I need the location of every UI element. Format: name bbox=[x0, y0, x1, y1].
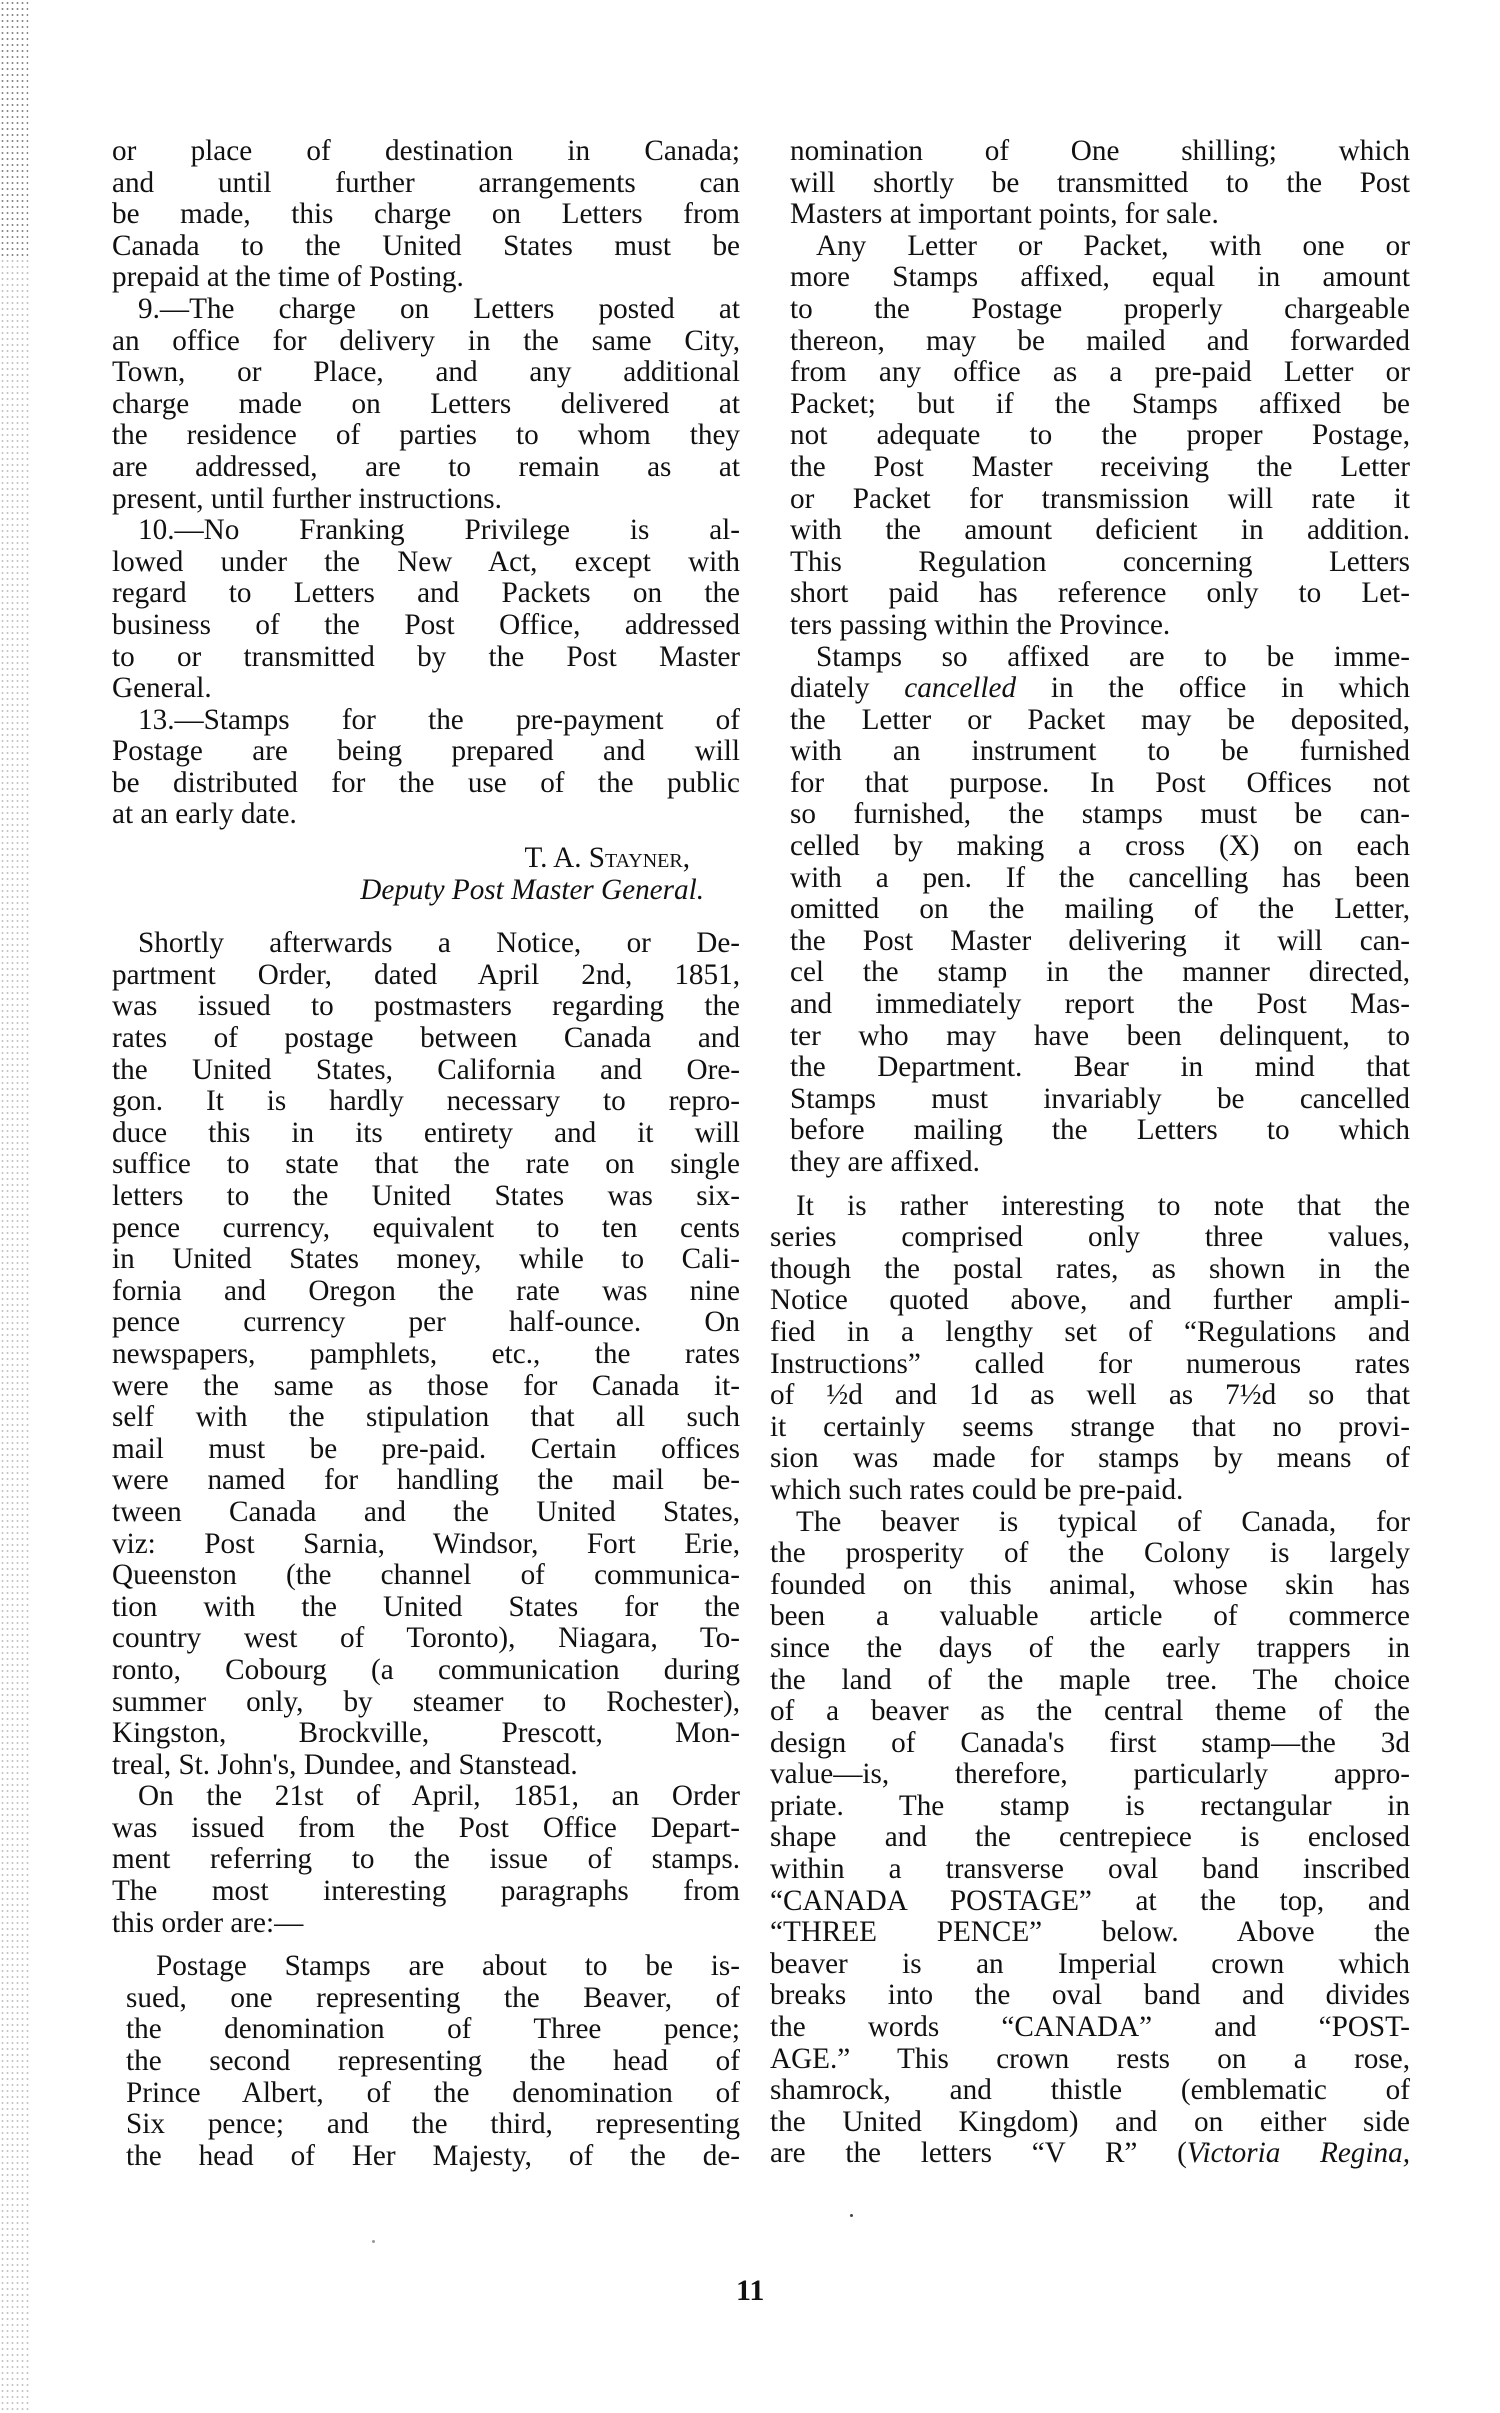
text-line: with a pen. If the cancelling has been bbox=[790, 861, 1410, 894]
text-line: priate. The stamp is rectangular in bbox=[770, 1789, 1410, 1822]
text-line: from any office as a pre-paid Letter or bbox=[790, 356, 1410, 389]
text-line: It is rather interesting to note that the bbox=[796, 1189, 1410, 1222]
text-line: treal, St. John's, Dundee, and Stanstead. bbox=[112, 1748, 578, 1781]
text-line: Stamps must invariably be cancelled bbox=[790, 1082, 1410, 1115]
text-line: was issued to postmasters regarding the bbox=[112, 990, 740, 1023]
paragraph-shortly-afterwards bbox=[112, 928, 740, 1781]
text-line: the Letter or Packet may be deposited, bbox=[790, 703, 1410, 736]
text-line: or Packet for transmission will rate it bbox=[790, 482, 1410, 515]
paragraph-10 bbox=[112, 515, 740, 705]
text-line: Postage are being prepared and will bbox=[112, 735, 740, 768]
paragraph-beaver bbox=[770, 1507, 1410, 2170]
text-line: suffice to state that the rate on single bbox=[112, 1148, 740, 1181]
text-line: thereon, may be mailed and forwarded bbox=[790, 324, 1410, 357]
text-line: to the Postage properly chargeable bbox=[790, 292, 1410, 325]
text-line: regard to Letters and Packets on the bbox=[112, 577, 740, 610]
text-line: Postage Stamps are about to be is- bbox=[156, 1950, 740, 1983]
text-line: letters to the United States was six- bbox=[112, 1180, 740, 1212]
text-line: “CANADA POSTAGE” at the top, and bbox=[770, 1884, 1410, 1917]
text-line: will shortly be transmitted to the Post bbox=[790, 166, 1410, 199]
text-line: Prince Albert, of the denomination of bbox=[126, 2076, 740, 2109]
text-line bbox=[770, 2138, 1410, 2170]
text-line: it certainly seems strange that no provi- bbox=[770, 1410, 1410, 1443]
text-line: shamrock, and thistle (emblematic of bbox=[770, 2074, 1410, 2107]
text-line: newspapers, pamphlets, etc., the rates bbox=[112, 1337, 740, 1370]
text-line: more Stamps affixed, equal in amount bbox=[790, 261, 1410, 294]
text-line: the Post Master delivering it will can- bbox=[790, 924, 1410, 957]
text-line: been a valuable article of commerce bbox=[770, 1600, 1410, 1633]
signature-name bbox=[112, 843, 740, 875]
text-line: This Regulation concerning Letters bbox=[790, 545, 1410, 578]
text-line: AGE.” This crown rests on a rose, bbox=[770, 2042, 1410, 2075]
text-line: they are affixed. bbox=[790, 1146, 980, 1178]
quote-any-letter bbox=[790, 231, 1410, 642]
text-line: tween Canada and the United States, bbox=[112, 1495, 740, 1528]
text-line: 10.—No Franking Privilege is al- bbox=[138, 514, 740, 547]
text-line: breaks into the oval band and divides bbox=[770, 1979, 1410, 2012]
text-line: and until further arrangements can bbox=[112, 166, 740, 199]
emphasis-victoria-regina: Victoria Regina, bbox=[1186, 2137, 1410, 2170]
text-line: the land of the maple tree. The choice bbox=[770, 1663, 1410, 1696]
text-line: series comprised only three values, bbox=[770, 1221, 1410, 1254]
text-line: with the amount deficient in addition. bbox=[790, 514, 1410, 547]
text-line: the Post Master receiving the Letter bbox=[790, 450, 1410, 483]
spacer bbox=[790, 1179, 1410, 1191]
quote-one-shilling bbox=[790, 136, 1410, 231]
text-line: was issued from the Post Office Depart- bbox=[112, 1811, 740, 1844]
text-line: fied in a lengthy set of “Regulations and bbox=[770, 1315, 1410, 1348]
text-line: though the postal rates, as shown in the bbox=[770, 1252, 1410, 1285]
text-line: the United States, California and Ore- bbox=[112, 1053, 740, 1086]
text-line: viz: Post Sarnia, Windsor, Fort Erie, bbox=[112, 1527, 740, 1560]
paragraph-order-april-21 bbox=[112, 1781, 740, 1939]
text-line: Masters at important points, for sale. bbox=[790, 198, 1219, 231]
text-line: sion was made for stamps by means of bbox=[770, 1442, 1410, 1475]
text-line: value—is, therefore, particularly appro- bbox=[770, 1758, 1410, 1791]
text-line: Instructions” called for numerous rates bbox=[770, 1347, 1410, 1380]
text-line: lowed under the New Act, except with bbox=[112, 545, 740, 578]
text-line: Canada to the United States must be bbox=[112, 229, 740, 262]
text-line: Packet; but if the Stamps affixed be bbox=[790, 387, 1410, 420]
text-line: Six pence; and the third, representing bbox=[126, 2108, 740, 2141]
text-line: with an instrument to be furnished bbox=[790, 735, 1410, 768]
text-line: The beaver is typical of Canada, for bbox=[796, 1505, 1410, 1538]
text-line: the residence of parties to whom they bbox=[112, 419, 740, 452]
text-line: celled by making a cross (X) on each bbox=[790, 830, 1410, 863]
text-fragment: are the letters “V R” ( bbox=[770, 2137, 1187, 2170]
text-line: founded on this animal, whose skin has bbox=[770, 1568, 1410, 1601]
text-line: Kingston, Brockville, Prescott, Mon- bbox=[112, 1717, 740, 1750]
text-line: business of the Post Office, addressed bbox=[112, 608, 740, 641]
text-line: ter who may have been delinquent, to bbox=[790, 1019, 1410, 1052]
text-line: the words “CANADA” and “POST- bbox=[770, 2011, 1410, 2044]
text-line: ment referring to the issue of stamps. bbox=[112, 1843, 740, 1876]
text-line: 13.—Stamps for the pre-payment of bbox=[138, 703, 740, 736]
text-line: pence currency, equivalent to ten cents bbox=[112, 1211, 740, 1244]
text-line: not adequate to the proper Postage, bbox=[790, 419, 1410, 452]
text-line: the denomination of Three pence; bbox=[126, 2013, 740, 2046]
text-line: to or transmitted by the Post Master bbox=[112, 640, 740, 673]
text-line: “THREE PENCE” below. Above the bbox=[770, 1916, 1410, 1949]
text-line: General. bbox=[112, 672, 212, 705]
text-line: before mailing the Letters to which bbox=[790, 1114, 1410, 1147]
text-line: of ½d and 1d as well as 7½d so that bbox=[770, 1379, 1410, 1412]
text-line: are addressed, are to remain as at bbox=[112, 450, 740, 483]
paragraph-destination bbox=[112, 136, 740, 294]
text-line: an office for delivery in the same City, bbox=[112, 324, 740, 357]
paragraph-13 bbox=[112, 705, 740, 831]
text-line: so furnished, the stamps must be can- bbox=[790, 798, 1410, 831]
quote-stamps-cancelled bbox=[790, 642, 1410, 1179]
text-line: of a beaver as the central theme of the bbox=[770, 1695, 1410, 1728]
text-line: summer only, by steamer to Rochester), bbox=[112, 1685, 740, 1718]
text-line: Any Letter or Packet, with one or bbox=[816, 229, 1410, 262]
text-line: the head of Her Majesty, of the de- bbox=[126, 2139, 740, 2172]
spacer bbox=[112, 906, 740, 928]
text-line: for that purpose. In Post Offices not bbox=[790, 766, 1410, 799]
text-line: nomination of One shilling; which bbox=[790, 135, 1410, 167]
text-line bbox=[790, 673, 1410, 705]
text-line: partment Order, dated April 2nd, 1851, bbox=[112, 958, 740, 991]
text-line: sued, one representing the Beaver, of bbox=[126, 1981, 740, 2014]
text-line: Stamps so affixed are to be imme- bbox=[816, 640, 1410, 673]
emphasis-cancelled: cancelled bbox=[904, 672, 1017, 705]
text-line: within a transverse oval band inscribed bbox=[770, 1853, 1410, 1886]
text-line: the prosperity of the Colony is largely bbox=[770, 1537, 1410, 1570]
text-line: the Department. Bear in mind that bbox=[790, 1051, 1410, 1084]
text-line: short paid has reference only to Let- bbox=[790, 577, 1410, 610]
text-line: ronto, Cobourg (a communication during bbox=[112, 1653, 740, 1686]
text-line: ters passing within the Province. bbox=[790, 608, 1171, 641]
text-line: or place of destination in Canada; bbox=[112, 135, 740, 167]
text-line: cel the stamp in the manner directed, bbox=[790, 956, 1410, 989]
text-line: beaver is an Imperial crown which bbox=[770, 1947, 1410, 1980]
paragraph-9 bbox=[112, 294, 740, 515]
text-line: present, until further instructions. bbox=[112, 482, 502, 515]
text-line: rates of postage between Canada and bbox=[112, 1022, 740, 1055]
quote-postage-stamps bbox=[112, 1951, 740, 2172]
text-line: gon. It is hardly necessary to repro- bbox=[112, 1085, 740, 1118]
text-line: be distributed for the use of the public bbox=[112, 766, 740, 799]
text-line: The most interesting paragraphs from bbox=[112, 1875, 740, 1908]
text-line: the United Kingdom) and on either side bbox=[770, 2105, 1410, 2138]
scan-edge-artifact-top bbox=[0, 0, 28, 260]
text-line: On the 21st of April, 1851, an Order bbox=[138, 1780, 740, 1813]
text-line: were the same as those for Canada it- bbox=[112, 1369, 740, 1402]
text-line: in United States money, while to Cali- bbox=[112, 1243, 740, 1276]
text-line: the second representing the head of bbox=[126, 2045, 740, 2078]
text-line: Shortly afterwards a Notice, or De- bbox=[138, 927, 740, 960]
paragraph-rather-interesting bbox=[770, 1191, 1410, 1507]
signature-name-text: T. A. Stayner, bbox=[524, 842, 690, 875]
text-line: fornia and Oregon the rate was nine bbox=[112, 1274, 740, 1307]
signature-title: Deputy Post Master General. bbox=[360, 873, 704, 906]
text-line: Queenston (the channel of communica- bbox=[112, 1559, 740, 1592]
text-line: which such rates could be pre-paid. bbox=[770, 1473, 1184, 1506]
text-line: design of Canada's first stamp—the 3d bbox=[770, 1726, 1410, 1759]
text-fragment: diately bbox=[790, 672, 905, 705]
text-line: country west of Toronto), Niagara, To- bbox=[112, 1622, 740, 1655]
print-speck bbox=[850, 2214, 853, 2217]
text-line: be made, this charge on Letters from bbox=[112, 198, 740, 231]
print-speck bbox=[372, 2240, 375, 2243]
text-line: and immediately report the Post Mas- bbox=[790, 988, 1410, 1021]
text-line: tion with the United States for the bbox=[112, 1590, 740, 1623]
text-line: duce this in its entirety and it will bbox=[112, 1116, 740, 1149]
text-line: mail must be pre-paid. Certain offices bbox=[112, 1432, 740, 1465]
right-column bbox=[770, 135, 1410, 2170]
text-line: self with the stipulation that all such bbox=[112, 1401, 740, 1434]
text-line: charge made on Letters delivered at bbox=[112, 387, 740, 420]
text-line: were named for handling the mail be- bbox=[112, 1464, 740, 1497]
scan-edge-artifact bbox=[0, 0, 30, 2413]
page-number: 11 bbox=[736, 2274, 765, 2307]
text-fragment: in the office in which bbox=[1016, 672, 1410, 705]
text-line: prepaid at the time of Posting. bbox=[112, 261, 464, 294]
text-line: omitted on the mailing of the Letter, bbox=[790, 893, 1410, 926]
text-line: 9.—The charge on Letters posted at bbox=[138, 292, 740, 325]
text-line: this order are:— bbox=[112, 1906, 304, 1939]
text-line: Town, or Place, and any additional bbox=[112, 356, 740, 389]
text-line: pence currency per half-ounce. On bbox=[112, 1306, 740, 1339]
text-line: shape and the centrepiece is enclosed bbox=[770, 1821, 1410, 1854]
text-line: since the days of the early trappers in bbox=[770, 1631, 1410, 1664]
left-column bbox=[112, 136, 740, 2172]
text-line: at an early date. bbox=[112, 798, 297, 831]
text-line: Notice quoted above, and further ampli- bbox=[770, 1284, 1410, 1317]
